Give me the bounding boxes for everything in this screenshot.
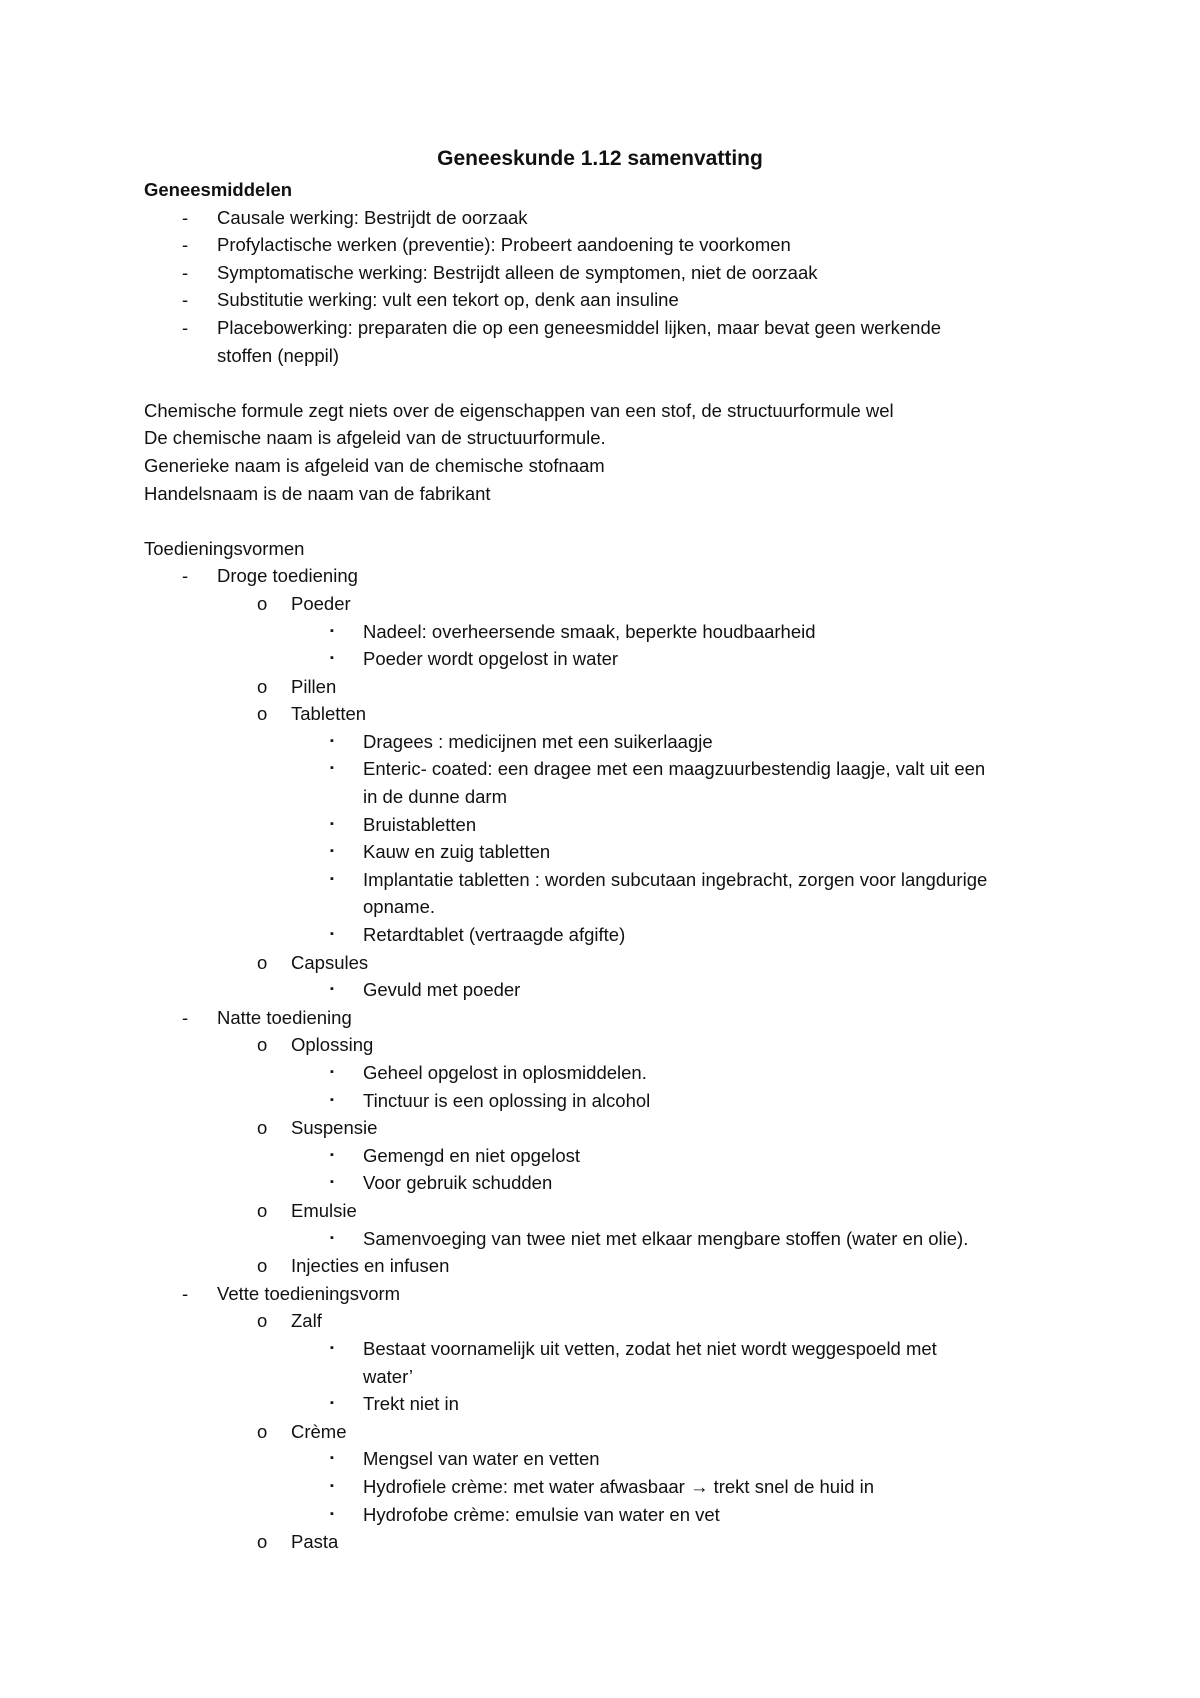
list-item: ▪ Hydrofiele crème: met water afwasbaar → trekt snel de huid in (144, 1473, 1064, 1501)
list-item: - Droge toediening (144, 562, 1064, 590)
list-item: ▪ Trekt niet in (144, 1390, 1064, 1418)
list-item: o Capsules (144, 949, 1064, 977)
list-item: - Symptomatische werking: Bestrijdt alleen de symptomen, niet de oorzaak (144, 259, 1064, 287)
list-item-continuation: in de dunne darm (363, 786, 507, 808)
circle-bullet: o (257, 703, 268, 725)
dash-bullet: - (182, 234, 189, 256)
square-bullet: ▪ (330, 624, 334, 637)
list-item: ▪ Voor gebruik schudden (144, 1169, 1064, 1197)
circle-bullet: o (257, 1531, 268, 1553)
square-bullet: ▪ (330, 983, 334, 996)
list-item: ▪ Dragees : medicijnen met een suikerlaagje (144, 728, 1064, 756)
spacer (144, 507, 1064, 535)
circle-bullet: o (257, 1117, 268, 1139)
dash-bullet: - (182, 261, 189, 283)
dash-bullet: - (182, 289, 189, 311)
section-heading: Geneesmiddelen (144, 179, 293, 200)
circle-bullet: o (257, 1199, 268, 1221)
document-title: Geneeskunde 1.12 samenvatting (437, 147, 763, 170)
list-item: o Pillen (144, 673, 1064, 701)
list-item: ▪ Tinctuur is een oplossing in alcohol (144, 1087, 1064, 1115)
document-body (144, 176, 1064, 1556)
square-bullet: ▪ (330, 762, 334, 775)
dash-bullet: - (182, 1006, 189, 1028)
list-item-continuation: opname. (363, 896, 435, 918)
list-item: ▪ Gemengd en niet opgelost (144, 1142, 1064, 1170)
list-item: o Suspensie (144, 1114, 1064, 1142)
square-bullet: ▪ (330, 817, 334, 830)
list-item: ▪ Kauw en zuig tabletten (144, 838, 1064, 866)
dash-bullet: - (182, 206, 189, 228)
list-item: - Profylactische werken (preventie): Probeert aandoening te voorkomen (144, 231, 1064, 259)
list-item: ▪ Geheel opgelost in oplosmiddelen. (144, 1059, 1064, 1087)
circle-bullet: o (257, 951, 268, 973)
list-item: ▪ Retardtablet (vertraagde afgifte) (144, 921, 1064, 949)
circle-bullet: o (257, 675, 268, 697)
square-bullet: ▪ (330, 1148, 334, 1161)
paragraph-line: De chemische naam is afgeleid van de structuurformule. (144, 427, 606, 449)
square-bullet: ▪ (330, 734, 334, 747)
square-bullet: ▪ (330, 1507, 334, 1520)
list-item: o Emulsie (144, 1197, 1064, 1225)
list-item: ▪ Nadeel: overheersende smaak, beperkte houdbaarheid (144, 618, 1064, 646)
dash-bullet: - (182, 316, 189, 338)
list-item-continuation: water’ (363, 1365, 414, 1387)
list-item: o Zalf (144, 1307, 1064, 1335)
square-bullet: ▪ (330, 1066, 334, 1078)
list-item: ▪ Implantatie tabletten : worden subcutaan ingebracht, zorgen voor langdurige (144, 866, 1064, 894)
list-item: o Poeder (144, 590, 1064, 618)
square-bullet: ▪ (330, 1176, 334, 1189)
list-item: ▪ Samenvoeging van twee niet met elkaar mengbare stoffen (water en olie). (144, 1225, 1064, 1253)
list-item: - Natte toediening (144, 1004, 1064, 1032)
square-bullet: ▪ (330, 652, 334, 665)
circle-bullet: o (257, 1310, 268, 1332)
list-item: ▪ Bestaat voornamelijk uit vetten, zodat het niet wordt weggespoeld met (144, 1335, 1064, 1363)
square-bullet: ▪ (330, 1452, 334, 1465)
list-item: o Oplossing (144, 1031, 1064, 1059)
list-item: ▪ Poeder wordt opgelost in water (144, 645, 1064, 673)
list-item: o Pasta (144, 1528, 1064, 1556)
list-item: ▪ Gevuld met poeder (144, 976, 1064, 1004)
spacer (144, 369, 1064, 397)
square-bullet: ▪ (330, 1341, 334, 1354)
square-bullet: ▪ (330, 1479, 334, 1492)
list-item: ▪ Enteric- coated: een dragee met een maagzuurbestendig laagje, valt uit een (144, 755, 1064, 783)
list-item: ▪ Hydrofobe crème: emulsie van water en vet (144, 1501, 1064, 1529)
paragraph-line: Handelsnaam is de naam van de fabrikant (144, 482, 491, 504)
square-bullet: ▪ (330, 1231, 334, 1244)
list-item: o Crème (144, 1418, 1064, 1446)
circle-bullet: o (257, 1420, 268, 1442)
circle-bullet: o (257, 592, 268, 614)
paragraph-line: Generieke naam is afgeleid van de chemische stofnaam (144, 454, 605, 476)
list-item: - Substitutie werking: vult een tekort op, denk aan insuline (144, 286, 1064, 314)
paragraph-line: Chemische formule zegt niets over de eigenschappen van een stof, de structuurformule wel (144, 399, 894, 421)
square-bullet: ▪ (330, 845, 334, 858)
circle-bullet: o (257, 1034, 268, 1056)
list-item: ▪ Mengsel van water en vetten (144, 1445, 1064, 1473)
square-bullet: ▪ (330, 872, 334, 885)
list-item: ▪ Bruistabletten (144, 811, 1064, 839)
list-item: o Injecties en infusen (144, 1252, 1064, 1280)
square-bullet: ▪ (330, 1093, 334, 1106)
section-heading: Toedieningsvormen (144, 537, 305, 559)
list-item: - Vette toedieningsvorm (144, 1280, 1064, 1308)
list-item-continuation: stoffen (neppil) (217, 344, 340, 366)
list-item: o Tabletten (144, 700, 1064, 728)
square-bullet: ▪ (330, 928, 334, 941)
dash-bullet: - (182, 565, 189, 587)
circle-bullet: o (257, 1255, 268, 1277)
square-bullet: ▪ (330, 1397, 334, 1410)
dash-bullet: - (182, 1282, 189, 1304)
list-item: - Causale werking: Bestrijdt de oorzaak (144, 204, 1064, 232)
list-item: - Placebowerking: preparaten die op een geneesmiddel lijken, maar bevat geen werkende (144, 314, 1064, 342)
